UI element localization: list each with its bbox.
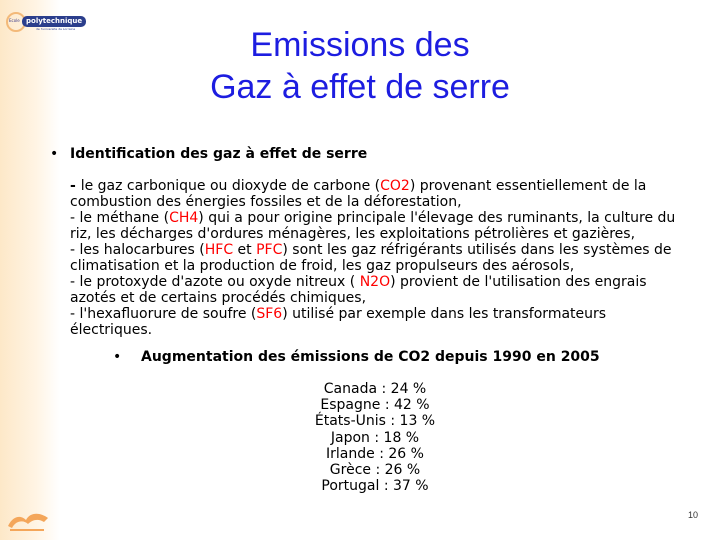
gas-item-n2o: - le protoxyde d'azote ou oxyde nitreux ( N2O) provient de l'utilisation des engrais azotés et de certains procédés chimiques, (70, 274, 647, 306)
gas-name: PFC (256, 242, 283, 258)
stat-line: Irlande : 26 % (326, 445, 424, 462)
bullet-icon: • (50, 146, 59, 162)
page-number: 10 (687, 510, 698, 520)
stat-line: États-Unis : 13 % (314, 413, 436, 430)
stat-line: Grèce : 26 % (329, 462, 421, 479)
slide-title (60, 24, 660, 108)
stat-line: Portugal : 37 % (321, 478, 429, 495)
gas-item-co2: - le gaz carbonique ou dioxyde de carbone (CO2) provenant essentiellement de la combustion des énergies fossiles et de la déforestation, (70, 178, 647, 210)
emissions-stats-list (240, 381, 510, 494)
spacer (70, 162, 690, 178)
gas-item-ch4: - le méthane (CH4) qui a pour origine principale l'élevage des ruminants, la culture du riz, les décharges d'ordures ménagères, les exploitations pétrolières et gazières, (70, 210, 676, 242)
gas-identification-section (50, 146, 690, 338)
stat-line: Japon : 18 % (330, 429, 420, 446)
section-heading: Identification des gaz à effet de serre (70, 146, 368, 162)
bottom-logo-icon (4, 506, 54, 534)
logo-small-text: Ecole (9, 18, 20, 23)
bullet-item-identification (50, 146, 690, 338)
slide-title-line2: Gaz à effet de serre (210, 68, 510, 106)
bullet-icon: • (113, 349, 122, 365)
gas-name: SF6 (256, 306, 283, 322)
gas-name: N2O (359, 274, 391, 290)
emissions-increase-section (113, 349, 693, 365)
stat-line: Espagne : 42 % (320, 397, 430, 414)
stat-line: Canada : 24 % (323, 381, 427, 397)
gas-name: CH4 (169, 210, 199, 226)
logo-brand: polytechnique (22, 16, 86, 27)
logo-sub-text: de l'universite de Lorraine (36, 27, 76, 31)
gas-name: HFC (204, 242, 234, 258)
gas-item-halocarbures: - les halocarbures (HFC et PFC) sont les gaz réfrigérants utilisés dans les systèmes de climatisation et la production de froid, les gaz propulseurs des aérosols, (70, 242, 672, 274)
slide-title-line1: Emissions des (250, 26, 470, 64)
section-heading: Augmentation des émissions de CO2 depuis 1990 en 2005 (141, 349, 600, 365)
gas-name: CO2 (380, 178, 410, 194)
gas-item-sf6: - l'hexafluorure de soufre (SF6) utilisé par exemple dans les transformateurs électriques. (70, 306, 607, 338)
